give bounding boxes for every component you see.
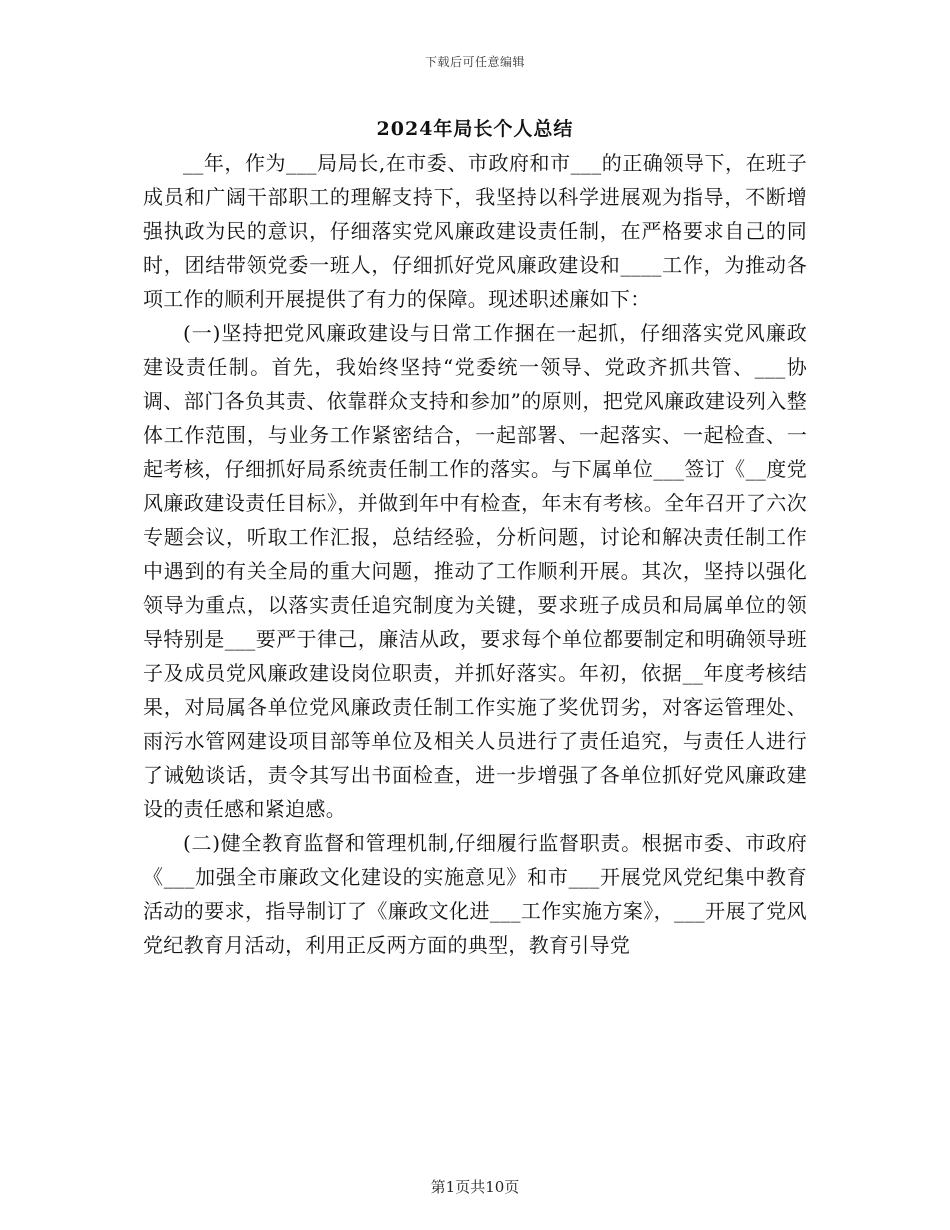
document-body	[143, 146, 807, 962]
paragraph-intro: __年，作为___局局长,在市委、市政府和市___的正确领导下，在班子成员和广阔干部职工的理解支持下，我坚持以科学进展观为指导，不断增强执政为民的意识，仔细落实党风廉政建设责任制，在严格要求自己的同时，团结带领党委一班人，仔细抓好党风廉政建设和____工作，为推动各项工作的顺利开展提供了有力的保障。现述职述廉如下：	[143, 151, 807, 311]
document-title: 2024年局长个人总结	[376, 118, 574, 140]
page-number: 第1页共10页	[430, 1178, 520, 1196]
paragraph-section-1: (一)坚持把党风廉政建设与日常工作捆在一起抓，仔细落实党风廉政建设责任制。首先，我始终坚持“党委统一领导、党政齐抓共管、___协调、部门各负其责、依靠群众支持和参加”的原则，把党风廉政建设列入整体工作范围，与业务工作紧密结合，一起部署、一起落实、一起检查、一起考核，仔细抓好局系统责任制工作的落实。与下属单位___签订《__度党风廉政建设责任目标》，并做到年中有检查，年末有考核。全年召开了六次专题会议，听取工作汇报，总结经验，分析问题，讨论和解决责任制工作中遇到的有关全局的重大问题，推动了工作顺利开展。其次，坚持以强化领导为重点，以落实责任追究制度为关键，要求班子成员和局属单位的领导特别是___要严于律己，廉洁从政，要求每个单位都要制定和明确领导班子及成员党风廉政建设岗位职责，并抓好落实。年初，依据__年度考核结果，对局属各单位党风廉政责任制工作实施了奖优罚劣，对客运管理处、雨污水管网建设项目部等单位及相关人员进行了责任追究，与责任人进行了诫勉谈话，责令其写出书面检查，进一步增强了各单位抓好党风廉政建设的责任感和紧迫感。	[143, 321, 807, 821]
page-header-note: 下载后可任意编辑	[424, 55, 525, 69]
paragraph-section-2: (二)健全教育监督和管理机制,仔细履行监督职责。根据市委、市政府《___加强全市廉政文化建设的实施意见》和市___开展党风党纪集中教育活动的要求，指导制订了《廉政文化进___工作实施方案》，___开展了党风党纪教育月活动，利用正反两方面的典型，教育引导党	[143, 831, 807, 957]
